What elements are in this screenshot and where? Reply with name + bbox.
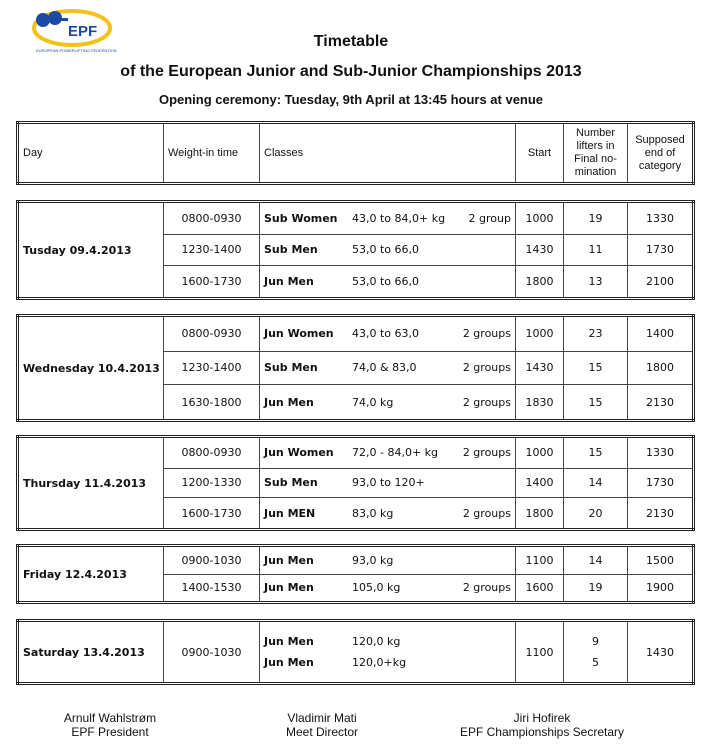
page-title: Timetable bbox=[313, 33, 389, 50]
lifters-count: 13 bbox=[564, 265, 628, 298]
start-time: 1800 bbox=[516, 498, 564, 530]
signature-name: Jiri Hofirek bbox=[513, 711, 571, 725]
class-range: 93,0 to 120+ bbox=[352, 476, 425, 490]
signature-president bbox=[0, 711, 220, 739]
day-block-saturday bbox=[16, 619, 695, 685]
class-cell bbox=[260, 574, 516, 603]
weighin-time: 1600-1730 bbox=[164, 265, 260, 298]
signature-name: Vladimir Mati bbox=[287, 711, 357, 725]
day-block-tuesday bbox=[16, 200, 695, 300]
lifters-line: 5 bbox=[592, 656, 599, 669]
weighin-time: 1230-1400 bbox=[164, 235, 260, 266]
class-name: Sub Men bbox=[264, 243, 318, 257]
class-name: Jun Men bbox=[264, 274, 314, 288]
weighin-time: 0900-1030 bbox=[164, 621, 260, 684]
logo-text: EPF bbox=[68, 23, 98, 40]
class-cell bbox=[260, 546, 516, 575]
class-cell bbox=[260, 468, 516, 498]
class-cell bbox=[260, 265, 516, 298]
class-cell bbox=[260, 385, 516, 421]
class-groups: 2 groups bbox=[462, 446, 511, 460]
end-time: 1400 bbox=[628, 316, 694, 352]
lifters-count: 14 bbox=[564, 468, 628, 498]
weighin-time: 1600-1730 bbox=[164, 498, 260, 530]
start-time: 1800 bbox=[516, 265, 564, 298]
class-range: 43,0 to 84,0+ kg bbox=[352, 212, 446, 226]
class-range: 93,0 kg bbox=[352, 553, 394, 567]
end-time: 1330 bbox=[628, 437, 694, 469]
class-range: 105,0 kg bbox=[352, 581, 401, 595]
class-range: 53,0 to 66,0 bbox=[352, 243, 420, 257]
weighin-time: 1230-1400 bbox=[164, 351, 260, 384]
class-cell bbox=[260, 351, 516, 384]
lifters-count: 19 bbox=[564, 574, 628, 603]
header-lifters-line: lifters in bbox=[576, 140, 615, 152]
timetable-header bbox=[16, 121, 695, 185]
signature-role: EPF President bbox=[71, 725, 149, 739]
page-subtitle: of the European Junior and Sub-Junior Championships 2013 bbox=[120, 63, 582, 80]
class-range: 74,0 kg bbox=[352, 395, 394, 409]
end-time: 1500 bbox=[628, 546, 694, 575]
session-row bbox=[18, 546, 694, 575]
class-groups: 2 groups bbox=[462, 361, 511, 375]
day-block-wednesday bbox=[16, 314, 695, 422]
class-name: Jun Men bbox=[264, 581, 314, 595]
header-lifters-line: mination bbox=[574, 166, 617, 178]
class-name: Sub Men bbox=[264, 476, 318, 490]
end-time: 2100 bbox=[628, 265, 694, 298]
class-range: 83,0 kg bbox=[352, 506, 394, 520]
start-time: 1000 bbox=[516, 316, 564, 352]
start-time: 1100 bbox=[516, 621, 564, 684]
weighin-time: 1400-1530 bbox=[164, 574, 260, 603]
weighin-time: 0800-0930 bbox=[164, 316, 260, 352]
end-time: 1730 bbox=[628, 468, 694, 498]
signature-role: Meet Director bbox=[285, 725, 359, 739]
header-lifters-line: Final no- bbox=[574, 153, 617, 165]
class-range: 72,0 - 84,0+ kg bbox=[352, 446, 439, 460]
lifters-count: 15 bbox=[564, 385, 628, 421]
lifters-count: 15 bbox=[564, 351, 628, 384]
class-name: Jun MEN bbox=[264, 506, 316, 520]
start-time: 1000 bbox=[516, 437, 564, 469]
end-time: 1430 bbox=[628, 621, 694, 684]
header-end bbox=[628, 123, 694, 184]
class-name: Jun Men bbox=[264, 395, 314, 409]
day-label: Wednesday 10.4.2013 bbox=[18, 316, 164, 421]
class-cell bbox=[260, 235, 516, 266]
class-range: 53,0 to 66,0 bbox=[352, 274, 420, 288]
lifters-line: 9 bbox=[592, 635, 599, 648]
signature-director bbox=[212, 711, 432, 739]
header-day: Day bbox=[18, 123, 164, 184]
header-start: Start bbox=[516, 123, 564, 184]
start-time: 1000 bbox=[516, 202, 564, 235]
lifters-count bbox=[564, 621, 628, 684]
lifters-count: 23 bbox=[564, 316, 628, 352]
class-cell bbox=[260, 316, 516, 352]
class-name: Jun Women bbox=[264, 446, 334, 460]
signature-secretary bbox=[432, 711, 652, 739]
day-label: Thursday 11.4.2013 bbox=[18, 437, 164, 530]
session-row bbox=[18, 437, 694, 469]
class-range: 120,0 kg bbox=[352, 635, 401, 648]
end-time: 1900 bbox=[628, 574, 694, 603]
start-time: 1430 bbox=[516, 235, 564, 266]
day-label: Saturday 13.4.2013 bbox=[18, 621, 164, 684]
weighin-time: 0800-0930 bbox=[164, 202, 260, 235]
lifters-count: 11 bbox=[564, 235, 628, 266]
header-end-line: category bbox=[638, 159, 682, 172]
weighin-time: 0900-1030 bbox=[164, 546, 260, 575]
class-name: Jun Men bbox=[264, 656, 314, 669]
opening-ceremony: Opening ceremony: Tuesday, 9th April at 13:45 hours at venue bbox=[158, 92, 544, 107]
class-range: 74,0 & 83,0 bbox=[352, 361, 417, 375]
class-name: Sub Men bbox=[264, 361, 318, 375]
lifters-count: 15 bbox=[564, 437, 628, 469]
weighin-time: 1200-1330 bbox=[164, 468, 260, 498]
class-groups: 2 group bbox=[468, 212, 511, 226]
class-range: 120,0+kg bbox=[352, 656, 407, 669]
weighin-time: 0800-0930 bbox=[164, 437, 260, 469]
end-time: 1800 bbox=[628, 351, 694, 384]
weighin-time: 1630-1800 bbox=[164, 385, 260, 421]
start-time: 1600 bbox=[516, 574, 564, 603]
end-time: 1730 bbox=[628, 235, 694, 266]
session-row bbox=[18, 316, 694, 352]
class-name: Jun Men bbox=[264, 635, 314, 648]
start-time: 1430 bbox=[516, 351, 564, 384]
day-label: Tusday 09.4.2013 bbox=[18, 202, 164, 299]
class-cell bbox=[260, 202, 516, 235]
lifters-count: 20 bbox=[564, 498, 628, 530]
lifters-count: 14 bbox=[564, 546, 628, 575]
start-time: 1830 bbox=[516, 385, 564, 421]
end-time: 2130 bbox=[628, 498, 694, 530]
class-name: Sub Women bbox=[264, 212, 338, 226]
signature-name: Arnulf Wahlstrøm bbox=[63, 711, 157, 725]
end-time: 1330 bbox=[628, 202, 694, 235]
header-lifters-line: Number bbox=[575, 127, 616, 139]
class-groups: 2 groups bbox=[462, 395, 511, 409]
class-cell bbox=[260, 437, 516, 469]
end-time: 2130 bbox=[628, 385, 694, 421]
class-name: Jun Men bbox=[264, 553, 314, 567]
header-end-line: end of bbox=[644, 146, 676, 159]
class-name: Jun Women bbox=[264, 327, 334, 341]
class-groups: 2 groups bbox=[462, 327, 511, 341]
day-block-friday bbox=[16, 544, 695, 604]
day-label: Friday 12.4.2013 bbox=[18, 546, 164, 603]
header-lifters bbox=[564, 123, 628, 184]
class-cell bbox=[260, 498, 516, 530]
header-end-line: Supposed bbox=[635, 133, 685, 146]
session-row bbox=[18, 202, 694, 235]
class-cell bbox=[260, 621, 516, 684]
class-groups: 2 groups bbox=[462, 506, 511, 520]
lifters-count: 19 bbox=[564, 202, 628, 235]
class-groups: 2 groups bbox=[462, 581, 511, 595]
class-range: 43,0 to 63,0 bbox=[352, 327, 420, 341]
signature-role: EPF Championships Secretary bbox=[459, 725, 625, 739]
header-weightin: Weight-in time bbox=[164, 123, 260, 184]
logo-subtext: EUROPEAN POWERLIFTING FEDERATION bbox=[36, 48, 117, 53]
day-block-thursday bbox=[16, 435, 695, 531]
header-classes: Classes bbox=[260, 123, 516, 184]
session-row bbox=[18, 621, 694, 684]
start-time: 1100 bbox=[516, 546, 564, 575]
start-time: 1400 bbox=[516, 468, 564, 498]
